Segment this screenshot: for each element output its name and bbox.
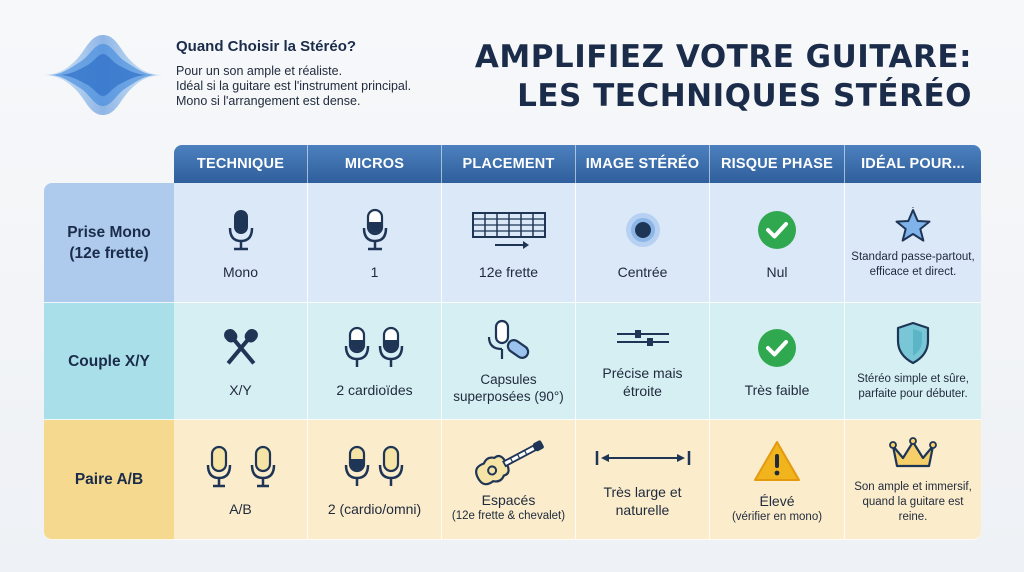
check-circle-icon [756,327,798,369]
cell-risk [710,183,845,303]
cell-risk [710,303,845,420]
row-label-text: Paire A/B [74,471,144,488]
microphone-icon [344,326,406,370]
cell-micros [308,183,442,303]
crossed-microphones-icon [215,325,267,371]
cell-placement [442,420,576,540]
placement-value: Capsules superposées (90°) [453,372,564,404]
ideal-value: Standard passe-partout, efficace et direct. [851,250,975,278]
row-label-ab [44,420,174,540]
cell-technique [174,183,308,303]
column-header-technique: TECHNIQUE [174,145,308,183]
row-label-xy [44,303,174,420]
micros-value: 2 (cardio/omni) [327,500,422,517]
tips-line: Mono si l'arrangement est dense. [176,94,361,108]
micros-value: 1 [370,263,379,280]
title-line: LES TECHNIQUES STÉRÉO [517,78,972,114]
tips-line: Pour un son ample et réaliste. [176,64,343,78]
cell-micros [308,420,442,540]
narrow-image-icon [615,328,671,350]
cell-image [576,420,710,540]
warning-icon [753,439,801,483]
micros-value: 2 cardioïdes [336,382,413,398]
title-line: AMPLIFIEZ VOTRE GUITARE: [474,39,972,75]
risk-value: Élevé [759,492,795,509]
cell-ideal [845,303,981,420]
star-icon [893,207,933,245]
fretboard-icon [471,209,547,251]
table-corner [44,145,174,183]
column-header-micros: MICROS [308,145,442,183]
microphone-icon [228,208,254,252]
tips-heading: Quand Choisir la Stéréo? [176,38,357,55]
cell-technique [174,303,308,420]
cell-ideal [845,183,981,303]
crown-icon [889,436,937,472]
cell-image [576,303,710,420]
stereo-tips [176,38,476,109]
overlapping-capsules-icon [484,319,534,365]
column-header-ideal: IDÉAL POUR... [845,145,981,183]
column-header-image: IMAGE STÉRÉO [576,145,710,183]
ideal-value: Son ample et immersif, quand la guitare est reine. [854,481,972,523]
column-header-placement: PLACEMENT [442,145,576,183]
risk-value: Nul [766,263,788,280]
microphone-icon [206,445,276,489]
cell-image [576,183,710,303]
technique-value: Mono [222,263,259,280]
row-label-text: (12e frette) [69,244,149,262]
placement-value: Espacés [481,491,536,508]
guitar-icon [468,437,550,487]
risk-value: Très faible [744,382,810,398]
cell-technique [174,420,308,540]
row-label-text: Couple X/Y [68,352,150,370]
technique-value: X/Y [229,382,252,398]
microphone-icon [344,445,406,489]
cell-micros [308,303,442,420]
row-label-text: Prise Mono [67,223,151,241]
tips-line: Idéal si la guitare est l'instrument principal. [176,79,412,93]
ideal-value: Stéréo simple et sûre, parfaite pour débuter. [857,373,969,400]
center-dot-icon [623,210,663,250]
technique-value: A/B [229,500,252,517]
column-header-risk: RISQUE PHASE [710,145,845,183]
placement-note: (12e frette & chevalet) [451,509,566,522]
image-value: Précise mais étroite [602,365,683,399]
row-label-mono [44,183,174,303]
shield-icon [895,321,931,365]
sound-wave-icon [38,30,168,120]
page-title [475,38,972,116]
image-value: Centrée [617,263,668,280]
risk-note: (vérifier en mono) [731,510,823,523]
check-circle-icon [756,209,798,251]
placement-value: 12e frette [478,263,539,280]
wide-arrow-icon [595,448,691,468]
cell-ideal [845,420,981,540]
techniques-table [44,145,981,540]
microphone-icon [362,208,388,252]
cell-placement [442,183,576,303]
image-value: Très large et naturelle [603,483,682,518]
cell-placement [442,303,576,420]
cell-risk [710,420,845,540]
